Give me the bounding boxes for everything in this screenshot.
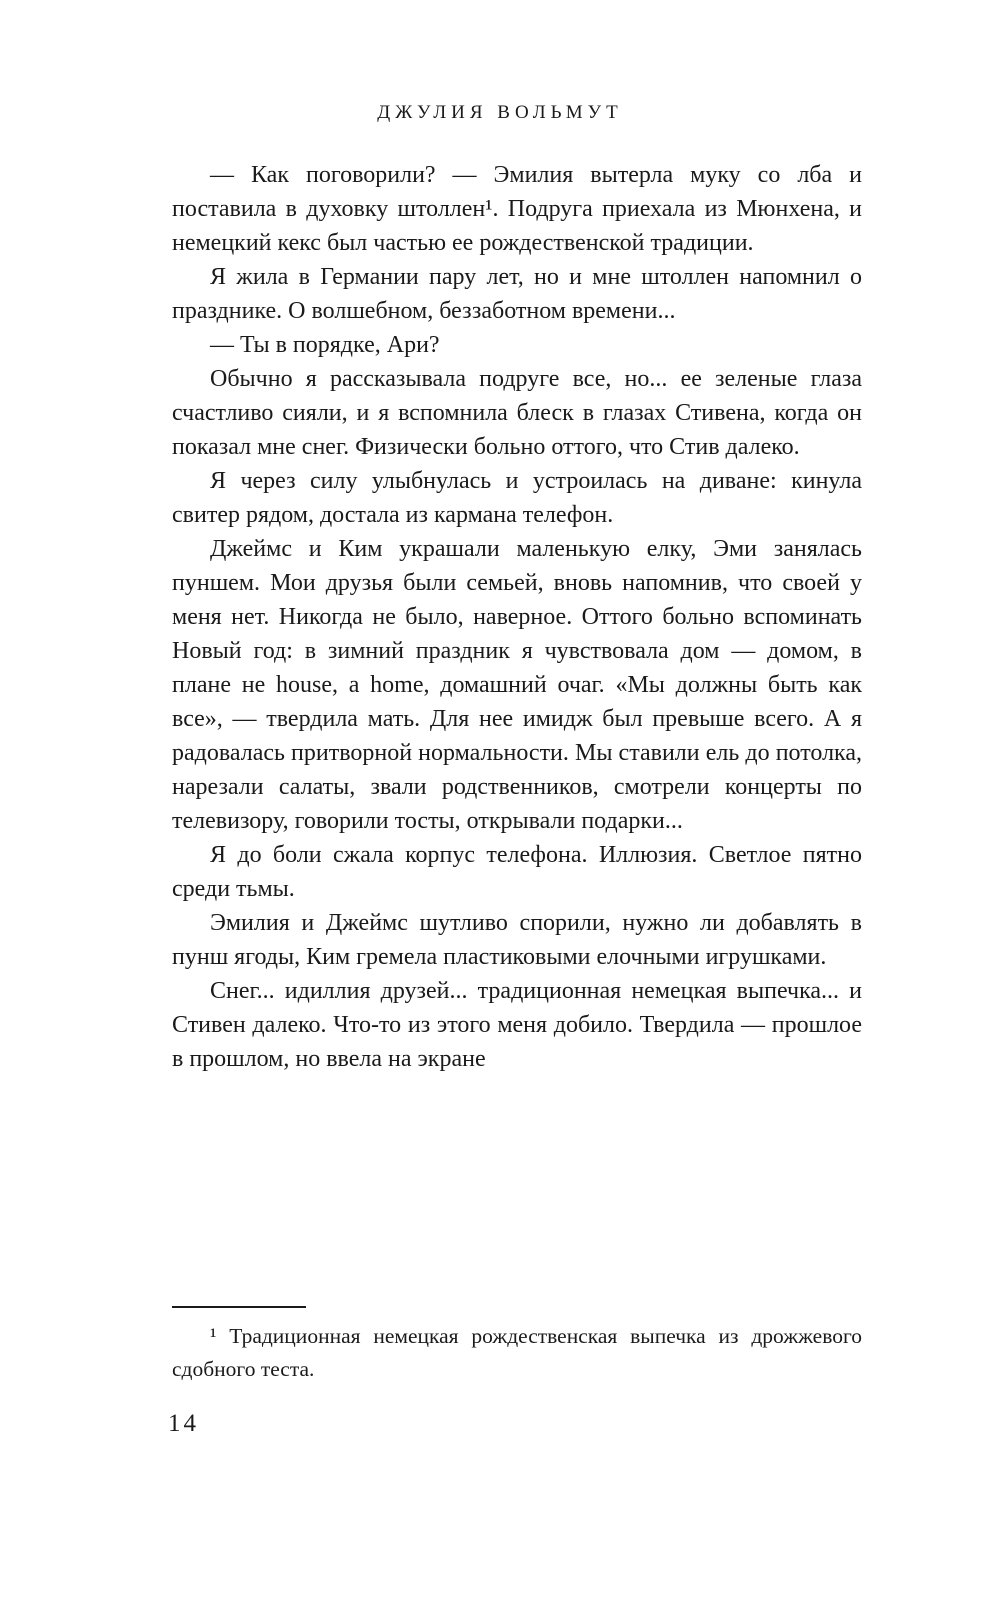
paragraph: — Ты в порядке, Ари? — [210, 332, 440, 358]
paragraph: Джеймс и Ким украшали маленькую елку, Эми занялась пуншем. Мои друзья были семьей, вновь напомнив, что своей у меня нет. Никогда не было, наверное. Оттого больно вспоминать Новый год: в зимний праздник я чувствовала дом — домом, в плане не house, а home, домашний очаг. «Мы должны быть как все», — твердила мать. Для нее имидж был превыше всего. А я радовалась притворной нормальности. Мы ставили ель до потолка, нарезали салаты, звали родственников, смотрели концерты по телевизору, говорили тосты, открывали подарки... — [172, 536, 862, 834]
body-text — [172, 158, 862, 1076]
paragraph: Я жила в Германии пару лет, но и мне штоллен напомнил о празднике. О волшебном, беззаботном времени... — [172, 264, 862, 324]
paragraph: Я до боли сжала корпус телефона. Иллюзия. Светлое пятно среди тьмы. — [172, 842, 862, 902]
paragraph: — Как поговорили? — Эмилия вытерла муку со лба и поставила в духовку штоллен¹. Подруга приехала из Мюнхена, и немецкий кекс был частью ее рождественской традиции. — [172, 162, 862, 256]
paragraph: Снег... идиллия друзей... традиционная немецкая выпечка... и Стивен далеко. Что-то из этого меня добило. Твердила — прошлое в прошлом, но ввела на экране — [172, 978, 862, 1072]
paragraph: Я через силу улыбнулась и устроилась на диване: кинула свитер рядом, достала из кармана телефон. — [172, 468, 862, 528]
paragraph: Эмилия и Джеймс шутливо спорили, нужно ли добавлять в пунш ягоды, Ким гремела пластиковыми елочными игрушками. — [172, 910, 862, 970]
page-number: 14 — [168, 1410, 199, 1437]
footnote: ¹ Традиционная немецкая рождественская выпечка из дрожжевого сдобного теста. — [172, 1324, 862, 1381]
running-header: ДЖУЛИЯ ВОЛЬМУТ — [377, 102, 623, 123]
paragraph: Обычно я рассказывала подруге все, но... ее зеленые глаза счастливо сияли, и я вспомнила блеск в глазах Стивена, когда он показал мне снег. Физически больно оттого, что Стив далеко. — [172, 366, 862, 460]
footnote-separator — [172, 1306, 306, 1308]
